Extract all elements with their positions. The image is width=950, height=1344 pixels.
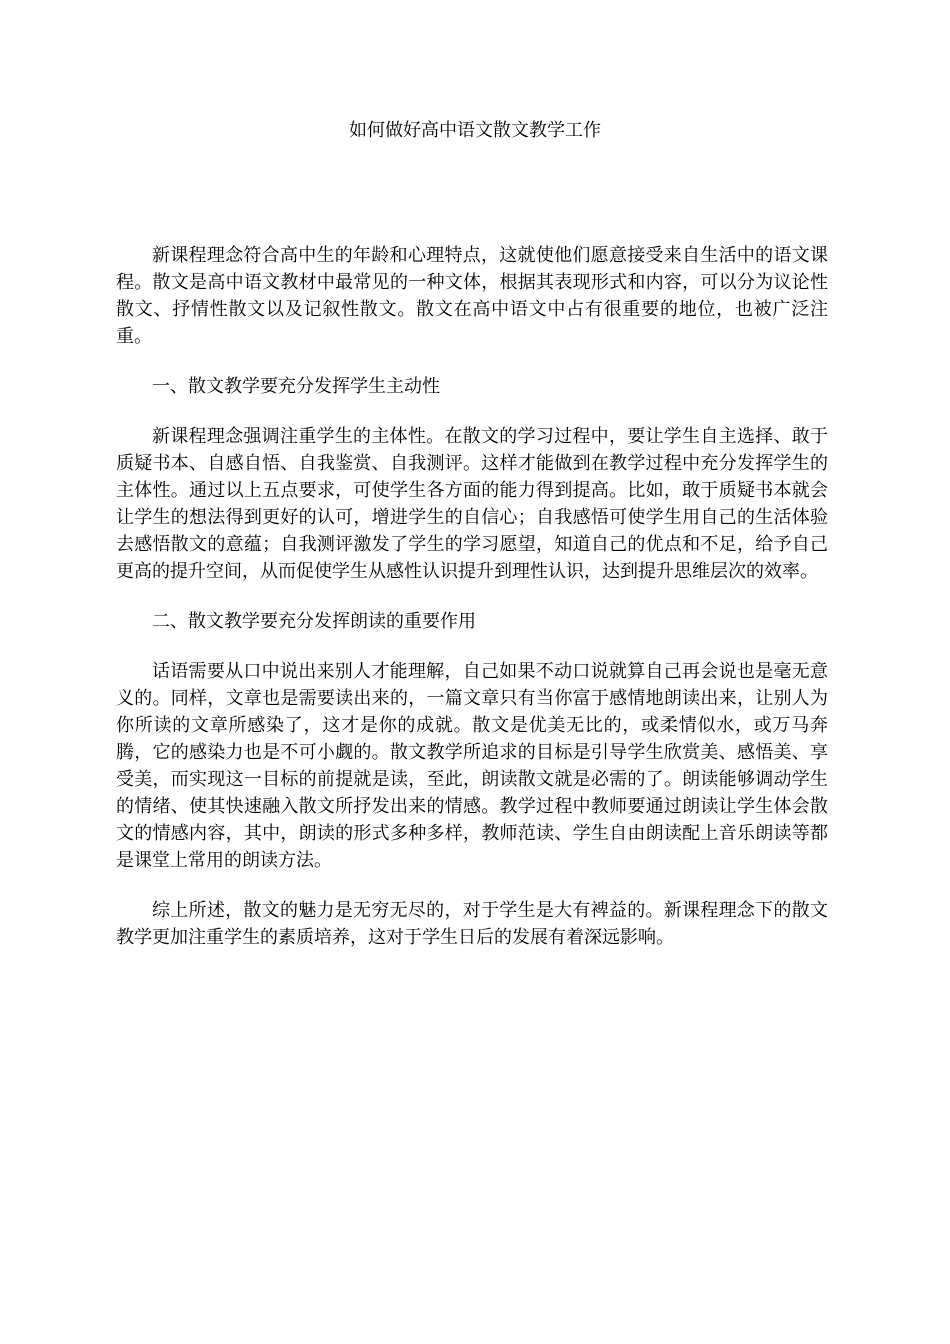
intro-paragraph: 新课程理念符合高中生的年龄和心理特点，这就使他们愿意接受来自生活中的语文课程。散文是高中语文教材中最常见的一种文体，根据其表现形式和内容，可以分为议论性散文、抒情性散文以及记叙性散文。散文在高中语文中占有很重要的地位，也被广泛注重。 [116, 245, 828, 347]
section-2-paragraph: 话语需要从口中说出来别人才能理解，自己如果不动口说就算自己再会说也是毫无意义的。同样，文章也是需要读出来的，一篇文章只有当你富于感情地朗读出来，让别人为你所读的文章所感染了，这才是你的成就。散文是优美无比的，或柔情似水，或万马奔腾，它的感染力也是不可小觑的。散文教学所追求的目标是引导学生欣赏美、感悟美、享受美，而实现这一目标的前提就是读，至此，朗读散文就是必需的了。朗读能够调动学生的情绪、使其快速融入散文所抒发出来的情感。教学过程中教师要通过朗读让学生体会散文的情感内容，其中，朗读的形式多种多样，教师范读、学生自由朗读配上音乐朗读等都是课堂上常用的朗读方法。 [116, 661, 828, 871]
section-heading-2: 二、散文教学要充分发挥朗读的重要作用 [152, 611, 476, 632]
document-title: 如何做好高中语文散文教学工作 [349, 120, 601, 141]
conclusion-paragraph: 综上所述，散文的魅力是无穷无尽的，对于学生是大有裨益的。新课程理念下的散文教学更加注重学生的素质培养，这对于学生日后的发展有着深远影响。 [116, 900, 828, 948]
section-heading-1: 一、散文教学要充分发挥学生主动性 [152, 376, 440, 397]
document-body [116, 242, 828, 974]
section-1-paragraph: 新课程理念强调注重学生的主体性。在散文的学习过程中，要让学生自主选择、敢于质疑书本、自感自悟、自我鉴赏、自我测评。这样才能做到在教学过程中充分发挥学生的主体性。通过以上五点要求，可使学生各方面的能力得到提高。比如，敢于质疑书本就会让学生的想法得到更好的认可，增进学生的自信心；自我感悟可使学生用自己的生活体验去感悟散文的意蕴；自我测评激发了学生的学习愿望，知道自己的优点和不足，给予自己更高的提升空间，从而促使学生从感性认识提升到理性认识，达到提升思维层次的效率。 [116, 426, 828, 582]
